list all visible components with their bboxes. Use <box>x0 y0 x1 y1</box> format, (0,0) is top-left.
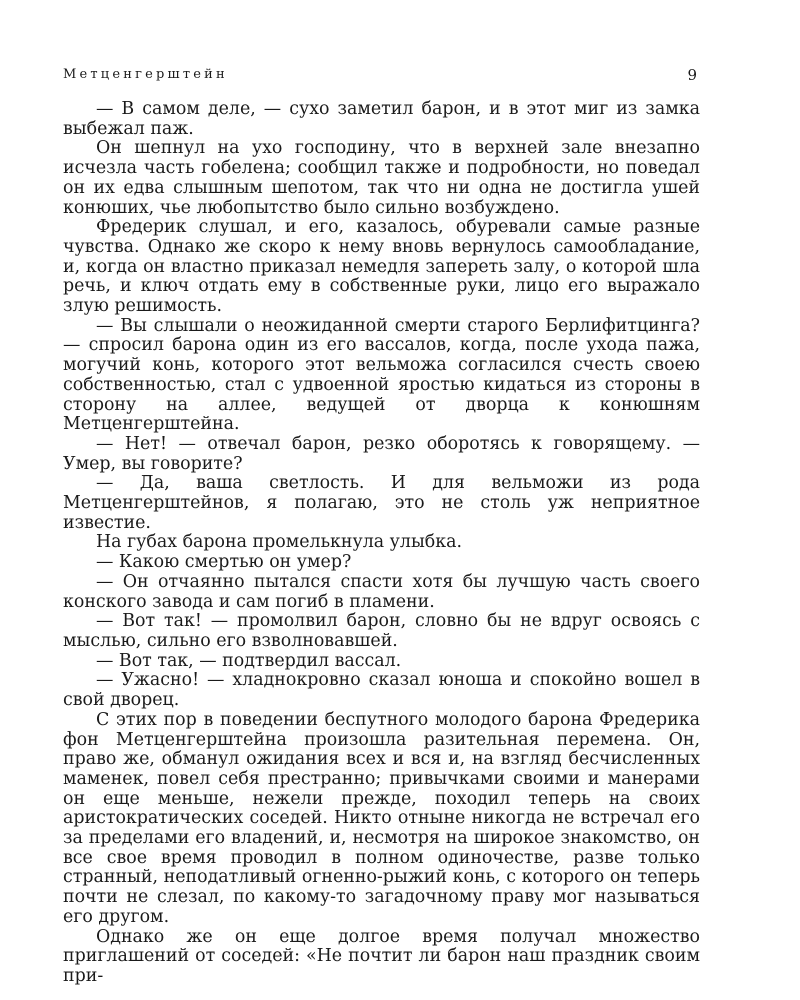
paragraph: — Он отчаянно пытался спасти хотя бы лучшую часть своего конского завода и сам погиб в пламени. <box>63 571 700 612</box>
paragraph: — Вы слышали о неожиданной смерти старого Берлифитцинга? — спросил барона один из его вассалов, когда, после ухода пажа, могучий конь, которого этот вельможа согласился счесть своею собственностью, стал с удвоенной яростью кидаться из стороны в сторону на аллее, ведущей от дворца к конюшням Метценгерштейна. <box>63 315 700 435</box>
paragraph: На губах барона промелькнула улыбка. <box>96 532 463 553</box>
paragraph: — В самом деле, — сухо заметил барон, и в этот миг из замка выбежал паж. <box>63 99 700 139</box>
paragraph: Он шепнул на ухо господину, что в верхней зале внезапно исчезла часть гобелена; сообщил также и подробности, но поведал он их едва слышным шепотом, так что ни одна не достигла ушей конюших, чье любопытство было сильно возбуждено. <box>63 138 700 218</box>
paragraph: Фредерик слушал, и его, казалось, обуревали самые разные чувства. Однако же скоро к нему вновь вернулось самообладание, и, когда он властно приказал немедля запереть залу, о которой шла речь, и ключ отдать ему в собственные руки, лицо его выражало злую решимость. <box>63 217 700 317</box>
running-head-title: Метценгерштейн <box>63 67 228 82</box>
paragraph: — Вот так! — промолвил барон, словно бы не вдруг освоясь с мыслью, сильно его взволновавшей. <box>63 611 700 651</box>
paragraph: С этих пор в поведении беспутного молодого барона Фредерика фон Метценгерштейна произошла разительная перемена. Он, право же, обманул ожидания всех и вся и, на взгляд бесчисленных маменек, повел себя престранно; привычками своими и манерами он еще меньше, нежели прежде, походил теперь на своих аристократических соседей. Никто отныне никогда не встречал его за пределами его владений, и, несмотря на широкое знакомство, он все свое время проводил в полном одиночестве, разве только странный, неподатливый огненно-рыжий конь, с которого он теперь почти не слезал, по какому-то загадочному праву мог называться его другом. <box>63 709 700 927</box>
paragraph: — Вот так, — подтвердил вассал. <box>96 650 402 671</box>
paragraph: — Какою смертью он умер? <box>96 552 352 573</box>
body-text <box>63 100 700 987</box>
paragraph: Однако же он еще долгое время получал множество приглашений от соседей: «Не почтит ли барон наш праздник своим при- <box>63 926 700 986</box>
paragraph: — Да, ваша светлость. И для вельможи из рода Метценгерштейнов, я полагаю, это не столь уж неприятное известие. <box>63 473 700 533</box>
paragraph: — Нет! — отвечал барон, резко оборотясь к говорящему. — Умер, вы говорите? <box>63 433 700 474</box>
paragraph: — Ужасно! — хладнокровно сказал юноша и спокойно вошел в свой дворец. <box>63 670 700 711</box>
page-number: 9 <box>687 66 697 84</box>
